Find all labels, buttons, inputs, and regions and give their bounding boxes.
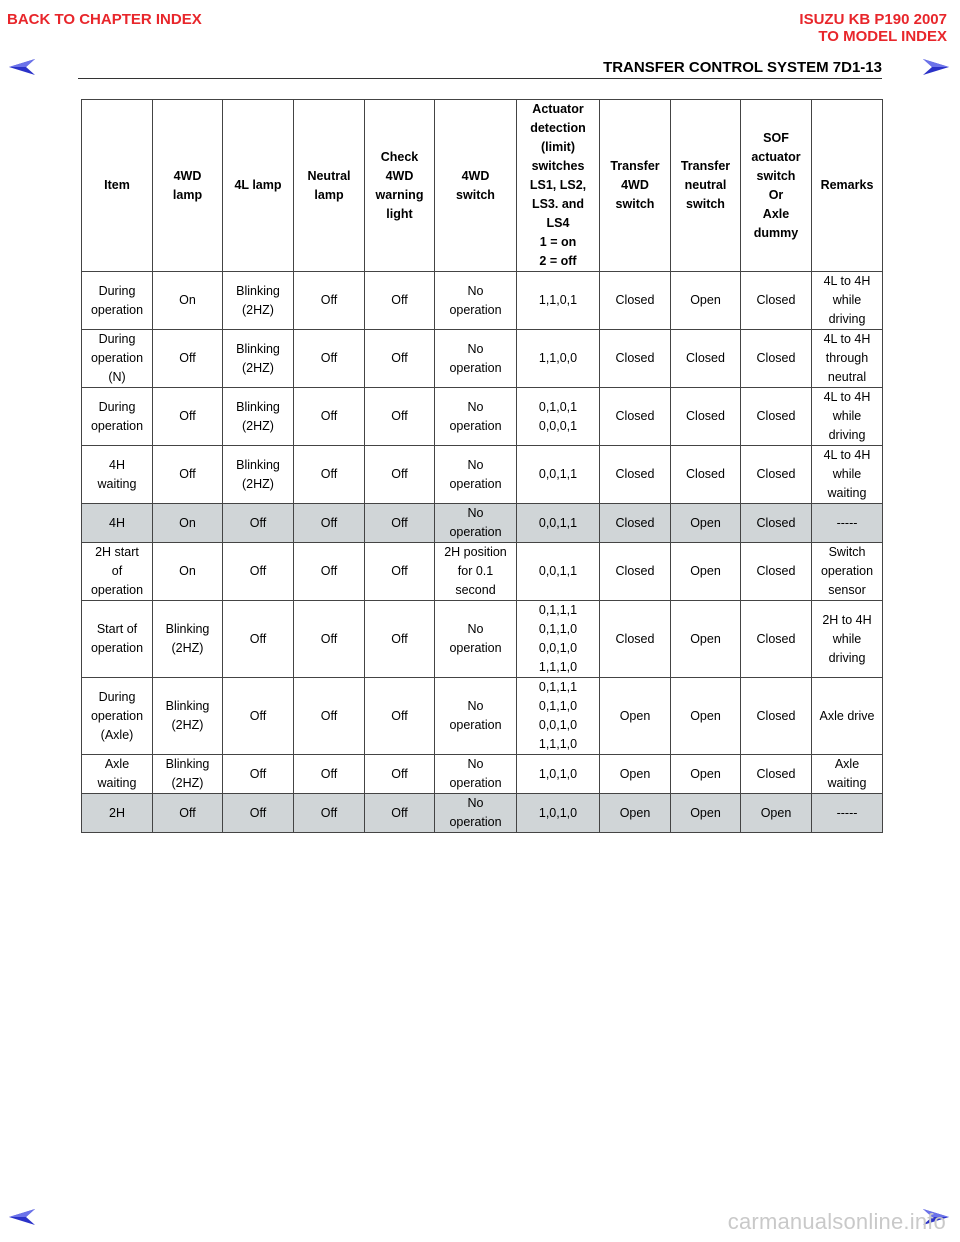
cell-item: During operation (Axle): [82, 678, 153, 755]
cell-check-4wd-warning-light: Off: [365, 504, 435, 543]
cell-4wd-lamp: Off: [153, 330, 223, 388]
cell-4l-lamp: Off: [223, 755, 294, 794]
cell-item: Start of operation: [82, 601, 153, 678]
cell-actuator-switches: 0,1,1,1 0,1,1,0 0,0,1,0 1,1,1,0: [517, 601, 600, 678]
cell-item: During operation: [82, 272, 153, 330]
cell-item: Axle waiting: [82, 755, 153, 794]
header-sof-actuator-switch: SOF actuator switch Or Axle dummy: [741, 100, 812, 272]
cell-sof-actuator-switch: Open: [741, 794, 812, 833]
cell-sof-actuator-switch: Closed: [741, 272, 812, 330]
cell-check-4wd-warning-light: Off: [365, 755, 435, 794]
header-neutral-lamp: Neutral lamp: [294, 100, 365, 272]
header-4wd-lamp: 4WD lamp: [153, 100, 223, 272]
cell-actuator-switches: 1,1,0,0: [517, 330, 600, 388]
table-header-row: [82, 100, 883, 272]
cell-4l-lamp: Blinking (2HZ): [223, 446, 294, 504]
cell-4l-lamp: Blinking (2HZ): [223, 272, 294, 330]
cell-4wd-switch: No operation: [435, 330, 517, 388]
cell-transfer-4wd-switch: Closed: [600, 601, 671, 678]
cell-sof-actuator-switch: Closed: [741, 446, 812, 504]
cell-4wd-switch: No operation: [435, 678, 517, 755]
cell-transfer-neutral-switch: Open: [671, 794, 741, 833]
cell-transfer-4wd-switch: Open: [600, 794, 671, 833]
table-body: [82, 272, 883, 833]
transfer-control-table: [81, 99, 883, 833]
table-row: [82, 755, 883, 794]
cell-4l-lamp: Off: [223, 504, 294, 543]
cell-neutral-lamp: Off: [294, 504, 365, 543]
cell-transfer-neutral-switch: Open: [671, 601, 741, 678]
cell-transfer-neutral-switch: Closed: [671, 388, 741, 446]
header-4wd-switch: 4WD switch: [435, 100, 517, 272]
cell-4wd-lamp: Off: [153, 446, 223, 504]
cell-remarks: Switch operation sensor: [812, 543, 883, 601]
cell-neutral-lamp: Off: [294, 543, 365, 601]
cell-remarks: 4L to 4H while driving: [812, 272, 883, 330]
cell-remarks: Axle waiting: [812, 755, 883, 794]
header-item: Item: [82, 100, 153, 272]
cell-remarks: 4L to 4H through neutral: [812, 330, 883, 388]
table-row: [82, 678, 883, 755]
site-watermark: carmanualsonline.info: [727, 1209, 946, 1234]
cell-transfer-4wd-switch: Closed: [600, 504, 671, 543]
model-title-link[interactable]: ISUZU KB P190 2007: [799, 11, 947, 28]
cell-transfer-neutral-switch: Closed: [671, 446, 741, 504]
cell-actuator-switches: 1,0,1,0: [517, 794, 600, 833]
cell-4l-lamp: Blinking (2HZ): [223, 330, 294, 388]
cell-check-4wd-warning-light: Off: [365, 272, 435, 330]
cell-remarks: Axle drive: [812, 678, 883, 755]
cell-transfer-4wd-switch: Closed: [600, 446, 671, 504]
cell-4l-lamp: Off: [223, 678, 294, 755]
cell-actuator-switches: 0,0,1,1: [517, 446, 600, 504]
cell-4wd-lamp: On: [153, 504, 223, 543]
cell-check-4wd-warning-light: Off: [365, 330, 435, 388]
cell-4wd-lamp: Blinking (2HZ): [153, 755, 223, 794]
cell-actuator-switches: 0,1,0,1 0,0,0,1: [517, 388, 600, 446]
cell-actuator-switches: 0,0,1,1: [517, 543, 600, 601]
to-model-index-link[interactable]: TO MODEL INDEX: [818, 28, 947, 45]
cell-neutral-lamp: Off: [294, 678, 365, 755]
header-4l-lamp: 4L lamp: [223, 100, 294, 272]
cell-4l-lamp: Off: [223, 543, 294, 601]
table-row: [82, 794, 883, 833]
cell-4wd-switch: No operation: [435, 794, 517, 833]
cell-transfer-4wd-switch: Closed: [600, 388, 671, 446]
table-row: [82, 446, 883, 504]
cell-actuator-switches: 0,0,1,1: [517, 504, 600, 543]
cell-item: 2H start of operation: [82, 543, 153, 601]
next-page-arrow-icon[interactable]: [922, 58, 950, 76]
cell-check-4wd-warning-light: Off: [365, 543, 435, 601]
cell-transfer-neutral-switch: Open: [671, 755, 741, 794]
cell-actuator-switches: 0,1,1,1 0,1,1,0 0,0,1,0 1,1,1,0: [517, 678, 600, 755]
cell-4wd-switch: No operation: [435, 755, 517, 794]
cell-neutral-lamp: Off: [294, 601, 365, 678]
cell-transfer-4wd-switch: Closed: [600, 330, 671, 388]
model-index-block: [799, 11, 947, 45]
cell-sof-actuator-switch: Closed: [741, 504, 812, 543]
cell-4wd-switch: No operation: [435, 601, 517, 678]
table-row: [82, 330, 883, 388]
cell-check-4wd-warning-light: Off: [365, 388, 435, 446]
previous-page-arrow-icon[interactable]: [8, 58, 36, 76]
header-divider: [78, 78, 882, 79]
header-actuator-detection-switches: Actuator detection (limit) switches LS1, LS2, LS3. and LS4 1 = on 2 = off: [517, 100, 600, 272]
cell-transfer-4wd-switch: Closed: [600, 272, 671, 330]
cell-item: During operation: [82, 388, 153, 446]
back-to-chapter-index-link[interactable]: BACK TO CHAPTER INDEX: [7, 11, 202, 28]
cell-check-4wd-warning-light: Off: [365, 601, 435, 678]
header-check-4wd-warning-light: Check 4WD warning light: [365, 100, 435, 272]
cell-neutral-lamp: Off: [294, 755, 365, 794]
cell-check-4wd-warning-light: Off: [365, 794, 435, 833]
transfer-control-table-container: [81, 99, 882, 833]
cell-transfer-4wd-switch: Open: [600, 755, 671, 794]
cell-sof-actuator-switch: Closed: [741, 543, 812, 601]
header-remarks: Remarks: [812, 100, 883, 272]
cell-remarks: -----: [812, 504, 883, 543]
cell-neutral-lamp: Off: [294, 330, 365, 388]
cell-sof-actuator-switch: Closed: [741, 330, 812, 388]
cell-transfer-4wd-switch: Open: [600, 678, 671, 755]
table-row: [82, 504, 883, 543]
cell-item: During operation (N): [82, 330, 153, 388]
cell-4wd-switch: No operation: [435, 272, 517, 330]
cell-4l-lamp: Blinking (2HZ): [223, 388, 294, 446]
cell-check-4wd-warning-light: Off: [365, 678, 435, 755]
cell-remarks: 4L to 4H while waiting: [812, 446, 883, 504]
cell-neutral-lamp: Off: [294, 446, 365, 504]
cell-4wd-switch: 2H position for 0.1 second: [435, 543, 517, 601]
cell-sof-actuator-switch: Closed: [741, 388, 812, 446]
cell-check-4wd-warning-light: Off: [365, 446, 435, 504]
cell-actuator-switches: 1,0,1,0: [517, 755, 600, 794]
cell-4l-lamp: Off: [223, 794, 294, 833]
cell-transfer-neutral-switch: Open: [671, 272, 741, 330]
cell-neutral-lamp: Off: [294, 388, 365, 446]
cell-sof-actuator-switch: Closed: [741, 601, 812, 678]
cell-item: 4H waiting: [82, 446, 153, 504]
cell-item: 2H: [82, 794, 153, 833]
cell-transfer-neutral-switch: Open: [671, 543, 741, 601]
cell-transfer-4wd-switch: Closed: [600, 543, 671, 601]
table-row: [82, 543, 883, 601]
cell-transfer-neutral-switch: Open: [671, 678, 741, 755]
cell-remarks: 2H to 4H while driving: [812, 601, 883, 678]
cell-remarks: -----: [812, 794, 883, 833]
cell-4wd-lamp: Blinking (2HZ): [153, 601, 223, 678]
cell-4wd-lamp: On: [153, 272, 223, 330]
cell-sof-actuator-switch: Closed: [741, 678, 812, 755]
cell-4wd-lamp: Off: [153, 388, 223, 446]
previous-page-arrow-icon[interactable]: [8, 1208, 36, 1226]
header-transfer-4wd-switch: Transfer 4WD switch: [600, 100, 671, 272]
cell-4wd-switch: No operation: [435, 446, 517, 504]
cell-neutral-lamp: Off: [294, 272, 365, 330]
cell-4wd-lamp: Off: [153, 794, 223, 833]
table-row: [82, 601, 883, 678]
cell-4wd-lamp: Blinking (2HZ): [153, 678, 223, 755]
cell-4wd-switch: No operation: [435, 388, 517, 446]
cell-4wd-lamp: On: [153, 543, 223, 601]
cell-sof-actuator-switch: Closed: [741, 755, 812, 794]
cell-remarks: 4L to 4H while driving: [812, 388, 883, 446]
table-row: [82, 272, 883, 330]
table-row: [82, 388, 883, 446]
cell-item: 4H: [82, 504, 153, 543]
cell-4wd-switch: No operation: [435, 504, 517, 543]
header-transfer-neutral-switch: Transfer neutral switch: [671, 100, 741, 272]
cell-transfer-neutral-switch: Closed: [671, 330, 741, 388]
cell-transfer-neutral-switch: Open: [671, 504, 741, 543]
cell-neutral-lamp: Off: [294, 794, 365, 833]
cell-actuator-switches: 1,1,0,1: [517, 272, 600, 330]
page-title: TRANSFER CONTROL SYSTEM 7D1-13: [603, 59, 882, 76]
cell-4l-lamp: Off: [223, 601, 294, 678]
